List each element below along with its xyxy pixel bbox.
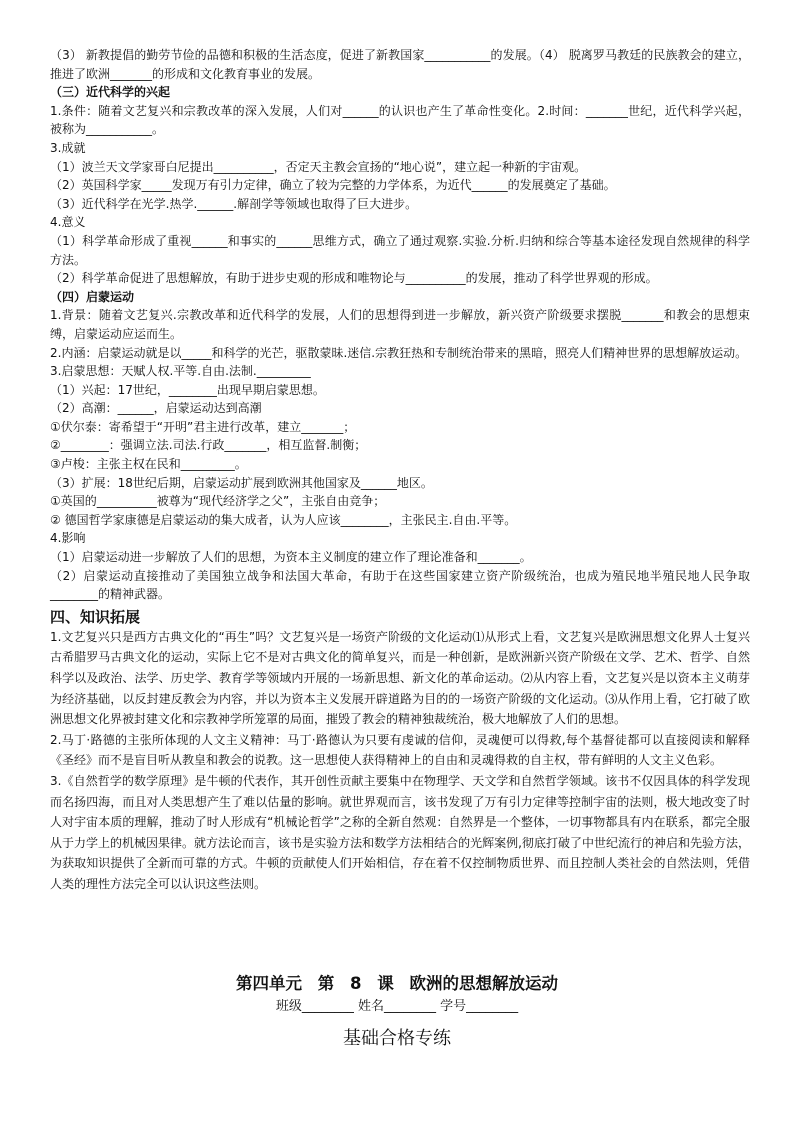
paragraph-separation-of-powers: ②________：强调立法.司法.行政_______，相互监督.制衡； <box>50 438 367 453</box>
heading-enlightenment: （四）启蒙运动 <box>50 289 135 304</box>
worksheet-content <box>50 46 750 895</box>
paragraph-rise: （1）兴起：17世纪，________出现早期启蒙思想。 <box>50 382 325 397</box>
paragraph-background: 1.背景：随着文艺复兴.宗教改革和近代科学的发展，人们的思想得到进一步解放，新兴资产阶级要求摆脱_______和教会的思想束缚，启蒙运动应运而生。 <box>50 308 750 341</box>
heading-influence: 4.影响 <box>50 531 86 546</box>
paragraph-principia: 3.《自然哲学的数学原理》是牛顿的代表作，其开创性贡献主要集中在物理学、天文学和自然哲学领域。该书不仅因具体的科学发现而名扬四海，而且对人类思想产生了难以估量的影响。就世界观而言，该书发现了万有引力定律等控制宇宙的法则，极大地改变了时人对宇宙本质的理解，推动了时人形成有“机械论哲学”之称的全新自然观：自然界是一个整体，一切事物都具有内在联系，都完全服从于力学上的机械因果律。就方法论而言，该书是实验方法和数学方法相结合的光辉案例,彻底打破了中世纪流行的神启和先验方法，为获取知识提供了全新而可靠的方式。牛顿的贡献使人们开始相信，存在着不仅控制物质世界、而且控制人类社会的自然法则，凭借人类的理性方法完全可以认识这些法则。 <box>50 773 750 891</box>
paragraph-kant: ② 德国哲学家康德是启蒙运动的集大成者，认为人应该________，主张民主.自由.平等。 <box>50 512 517 527</box>
paragraph-influence-1: （1）启蒙运动进一步解放了人们的思想，为资本主义制度的建立作了理论准备和_______。 <box>50 550 532 565</box>
lesson-header <box>0 972 794 1053</box>
paragraph-ideas: 3.启蒙思想：天赋人权.平等.自由.法制._________ <box>50 364 311 379</box>
paragraph-rousseau: ③卢梭：主张主权在民和_________。 <box>50 457 247 472</box>
practice-subtitle: 基础合格专练 <box>343 1028 451 1049</box>
section-title-knowledge-extension: 四、知识拓展 <box>50 607 141 626</box>
student-info-line: 班级________ 姓名________ 学号________ <box>275 999 519 1014</box>
paragraph-influence-2: （2）启蒙运动直接推动了美国独立战争和法国大革命，有助于在这些国家建立资产阶级统治，也成为殖民地半殖民地人民争取________的精神武器。 <box>50 568 750 602</box>
lesson-title: 第四单元 第 8 课 欧洲的思想解放运动 <box>236 974 558 993</box>
paragraph-connotation: 2.内涵：启蒙运动就是以_____和科学的光芒，驱散蒙昧.迷信.宗教狂热和专制统治带来的黑暗，照亮人们精神世界的思想解放运动。 <box>50 345 748 360</box>
paragraph-newton: （2）英国科学家_____发现万有引力定律，确立了较为完整的力学体系，为近代______的发展奠定了基础。 <box>50 178 616 193</box>
heading-achievements: 3.成就 <box>50 140 86 155</box>
paragraph-expansion: （3）扩展：18世纪后期，启蒙运动扩展到欧洲其他国家及______地区。 <box>50 475 433 490</box>
heading-modern-science: （三）近代科学的兴起 <box>50 85 171 100</box>
paragraph-scientific-method: （1）科学革命形成了重视______和事实的______思维方式，确立了通过观察.实验.分析.归纳和综合等基本途径发现自然规律的科学方法。 <box>50 233 750 267</box>
paragraph-economist: ①英国的__________被尊为“现代经济学之父”，主张自由竞争； <box>50 494 386 509</box>
paragraph-voltaire: ①伏尔泰：寄希望于“开明”君主进行改革，建立_______； <box>50 419 356 434</box>
paragraph-climax: （2）高潮：______，启蒙运动达到高潮 <box>50 401 262 416</box>
paragraph-other-fields: （3）近代科学在光学.热学.______.解剖学等领域也取得了巨大进步。 <box>50 196 418 211</box>
paragraph-renaissance-question: 1.文艺复兴只是西方古典文化的“再生”吗？文艺复兴是一场资产阶级的文化运动⑴从形式上看，文艺复兴是欧洲思想文化界人士复兴古希腊罗马古典文化的运动，实际上它不是对古典文化的简单复兴，而是一种创新，是欧洲新兴资产阶级在文学、艺术、哲学、自然科学以及政治、法学、历史学、教育学等领域内开展的一场新思想、新文化的革命运动。⑵从内容上看，文艺复兴是以资本主义萌芽为经济基础，以反封建反教会为内容，并以为资本主义发展开辟道路为目的的一场资产阶级的文化运动。⑶从作用上看，它打破了欧洲思想文化界被封建文化和宗教神学所笼罩的局面，摧毁了教会的精神独裁统治，极大地解放了人们的思想。 <box>50 629 750 727</box>
heading-significance: 4.意义 <box>50 215 86 230</box>
paragraph-copernicus: （1）波兰天文学家哥白尼提出__________，否定天主教会宣扬的“地心说”，建立起一种新的宇宙观。 <box>50 159 587 174</box>
paragraph-thought-liberation: （2）科学革命促进了思想解放，有助于进步史观的形成和唯物论与__________的发展，推动了科学世界观的形成。 <box>50 271 658 286</box>
paragraph-martin-luther: 2.马丁·路德的主张所体现的人文主义精神：马丁·路德认为只要有虔诚的信仰，灵魂便可以得救,每个基督徒都可以直接阅读和解释《圣经》而不是盲目听从教皇和教会的说教。这一思想使人获得精神上的自由和灵魂得救的自主权，带有鲜明的人文主义色彩。 <box>50 732 750 768</box>
paragraph-protestant-effects: （3） 新教提倡的勤劳节俭的品德和积极的生活态度，促进了新教国家___________的发展。（4） 脱离罗马教廷的民族教会的建立，推进了欧洲_______的形成和文化教育事业的发展。 <box>50 48 750 81</box>
paragraph-science-conditions: 1.条件：随着文艺复兴和宗教改革的深入发展，人们对______的认识也产生了革命性变化。2.时间：_______世纪，近代科学兴起，被称为___________。 <box>50 103 750 137</box>
